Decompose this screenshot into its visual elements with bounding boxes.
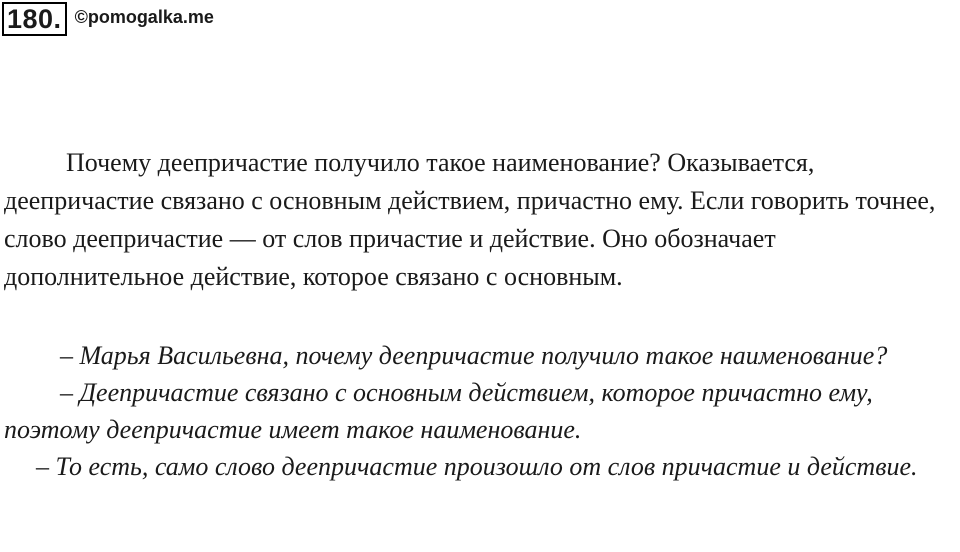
explanation-paragraph: Почему деепричастие получило такое наименование? Оказывается, деепричастие связано с основным действием, причастно ему. Если говорить точнее, слово деепричастие — от слов причастие и действие. Оно обозначает дополнительное действие, которое связано с основным. <box>4 148 936 291</box>
page-header <box>2 2 214 36</box>
site-watermark: ©pomogalka.me <box>74 6 214 27</box>
dialog-line: – То есть, само слово деепричастие произошло от слов причастие и действие. <box>36 452 918 481</box>
dialog-block <box>4 337 960 485</box>
dialog-line: – Деепричастие связано с основным действием, которое причастно ему, поэтому деепричастие имеет такое наименование. <box>4 378 873 444</box>
dialog-line: – Марья Васильевна, почему деепричастие получило такое наименование? <box>60 341 888 370</box>
task-number: 180. <box>2 2 67 36</box>
